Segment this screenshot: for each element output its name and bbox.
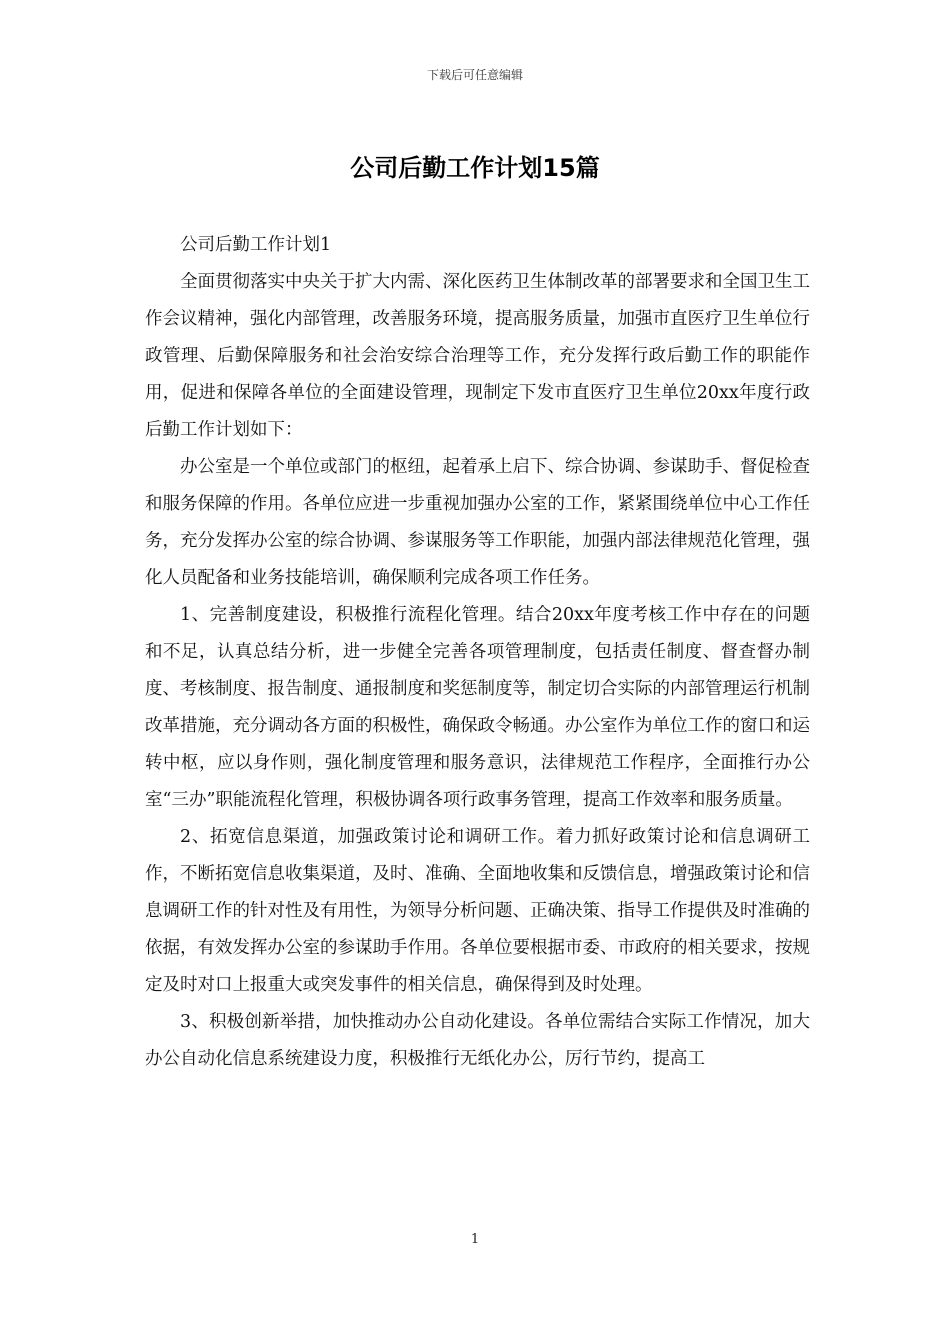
- section-heading: 公司后勤工作计划1: [180, 235, 332, 255]
- document-title: 公司后勤工作计划15篇: [350, 154, 600, 182]
- paragraph-item-3: 3、积极创新举措，加快推动办公自动化建设。各单位需结合实际工作情况，加大办公自动化信息系统建设力度，积极推行无纸化办公，厉行节约，提高工: [145, 1012, 810, 1069]
- page-number: 1: [470, 1232, 480, 1247]
- paragraph-intro: 全面贯彻落实中央关于扩大内需、深化医药卫生体制改革的部署要求和全国卫生工作会议精神，强化内部管理，改善服务环境，提高服务质量，加强市直医疗卫生单位行政管理、后勤保障服务和社会治安综合治理等工作，充分发挥行政后勤工作的职能作用，促进和保障各单位的全面建设管理，现制定下发市直医疗卫生单位20xx年度行政后勤工作计划如下：: [145, 272, 810, 440]
- paragraph-item-1: 1、完善制度建设，积极推行流程化管理。结合20xx年度考核工作中存在的问题和不足，认真总结分析，进一步健全完善各项管理制度，包括责任制度、督查督办制度、考核制度、报告制度、通报制度和奖惩制度等，制定切合实际的内部管理运行机制改革措施，充分调动各方面的积极性，确保政令畅通。办公室作为单位工作的窗口和运转中枢，应以身作则，强化制度管理和服务意识，法律规范工作程序，全面推行办公室“三办”职能流程化管理，积极协调各项行政事务管理，提高工作效率和服务质量。: [145, 605, 810, 810]
- paragraph-office-role: 办公室是一个单位或部门的枢纽，起着承上启下、综合协调、参谋助手、督促检查和服务保障的作用。各单位应进一步重视加强办公室的工作，紧紧围绕单位中心工作任务，充分发挥办公室的综合协调、参谋服务等工作职能，加强内部法律规范化管理，强化人员配备和业务技能培训，确保顺利完成各项工作任务。: [145, 457, 810, 588]
- document-body: [145, 227, 810, 1078]
- page-header-note: 下载后可任意编辑: [426, 68, 523, 82]
- paragraph-item-2: 2、拓宽信息渠道，加强政策讨论和调研工作。着力抓好政策讨论和信息调研工作，不断拓宽信息收集渠道，及时、准确、全面地收集和反馈信息，增强政策讨论和信息调研工作的针对性及有用性，为领导分析问题、正确决策、指导工作提供及时准确的依据，有效发挥办公室的参谋助手作用。各单位要根据市委、市政府的相关要求，按规定及时对口上报重大或突发事件的相关信息，确保得到及时处理。: [145, 827, 810, 995]
